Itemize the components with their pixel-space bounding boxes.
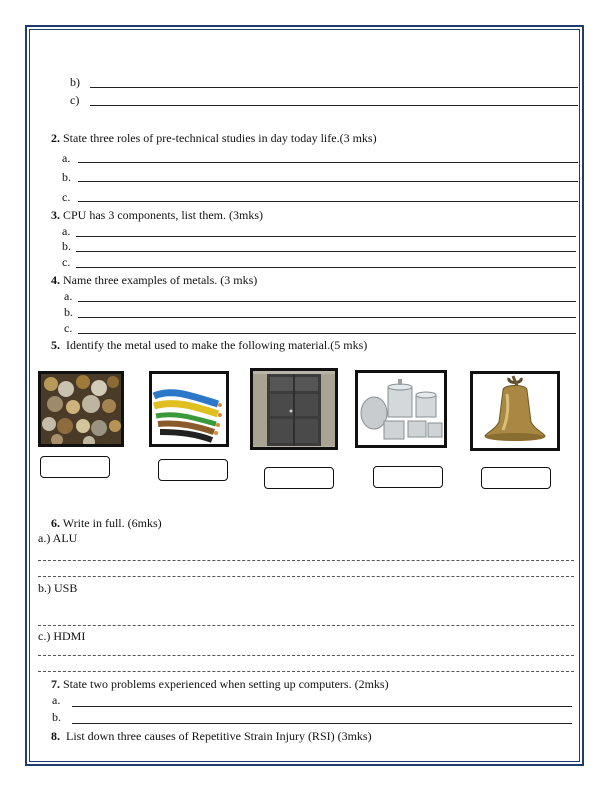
q7-text: State two problems experienced when setting up computers. (2mks) <box>63 677 389 691</box>
q4-number: 4. <box>51 273 60 287</box>
answer-box-cooking-pots[interactable] <box>373 466 443 488</box>
q8-number: 8. <box>51 729 60 743</box>
q6-item-usb: b.) USB <box>38 581 78 595</box>
bell-drawing <box>473 374 557 448</box>
q2-question <box>51 131 377 145</box>
q6-item-alu: a.) ALU <box>38 531 78 545</box>
answer-box-metal-door[interactable] <box>264 467 334 489</box>
q1-label-c: c) <box>70 93 80 107</box>
q4-answer-line-b[interactable] <box>78 317 576 318</box>
q3-answer-line-a[interactable] <box>76 236 576 237</box>
q1-answer-line-c[interactable] <box>90 105 578 106</box>
q3-label-b: b. <box>62 239 71 253</box>
q3-text: CPU has 3 components, list them. (3mks) <box>63 208 263 222</box>
q4-answer-line-a[interactable] <box>78 301 576 302</box>
q2-number: 2. <box>51 131 60 145</box>
q7-label-a: a. <box>52 693 61 707</box>
answer-box-bell[interactable] <box>481 467 551 489</box>
q6-answer-line-alu-2[interactable] <box>38 576 574 577</box>
q6-question <box>51 516 162 530</box>
q4-question <box>51 273 257 287</box>
q6-answer-line-alu-1[interactable] <box>38 560 574 561</box>
q3-answer-line-b[interactable] <box>76 251 576 252</box>
cables-drawing <box>152 374 226 444</box>
q2-label-a: a. <box>62 151 71 165</box>
q2-answer-line-c[interactable] <box>78 201 578 202</box>
q5-text: Identify the metal used to make the following material.(5 mks) <box>66 338 368 352</box>
q1-label-b: b) <box>70 75 80 89</box>
q2-label-c: c. <box>62 190 71 204</box>
q6-answer-line-hdmi-2[interactable] <box>38 671 574 672</box>
q4-text: Name three examples of metals. (3 mks) <box>63 273 258 287</box>
q3-label-c: c. <box>62 255 71 269</box>
metal-door-drawing <box>253 371 335 447</box>
q6-number: 6. <box>51 516 60 530</box>
q7-label-b: b. <box>52 710 61 724</box>
q8-question <box>51 729 372 743</box>
cooking-pots-image <box>355 370 447 448</box>
q3-question <box>51 208 263 222</box>
q6-text: Write in full. (6mks) <box>62 516 162 530</box>
q7-answer-line-b[interactable] <box>72 723 572 724</box>
q2-text: State three roles of pre-technical studies in day today life.(3 mks) <box>63 131 377 145</box>
q6-item-hdmi: c.) HDMI <box>38 629 86 643</box>
q3-label-a: a. <box>62 224 71 238</box>
q1-answer-line-b[interactable] <box>90 87 578 88</box>
q2-answer-line-a[interactable] <box>78 162 578 163</box>
q5-question <box>51 338 367 352</box>
answer-box-cables[interactable] <box>158 459 228 481</box>
coins-image <box>38 371 124 447</box>
q4-label-b: b. <box>64 305 73 319</box>
coins-drawing <box>41 374 121 444</box>
metal-door-image <box>250 368 338 450</box>
q6-answer-line-hdmi-1[interactable] <box>38 655 574 656</box>
q5-number: 5. <box>51 338 60 352</box>
q4-answer-line-c[interactable] <box>78 333 576 334</box>
q4-label-a: a. <box>64 289 73 303</box>
q7-question <box>51 677 389 691</box>
q7-number: 7. <box>51 677 60 691</box>
cooking-pots-drawing <box>358 373 444 445</box>
q3-answer-line-c[interactable] <box>76 267 576 268</box>
q4-label-c: c. <box>64 321 73 335</box>
q8-text: List down three causes of Repetitive Strain Injury (RSI) (3mks) <box>66 729 372 743</box>
cables-image <box>149 371 229 447</box>
q2-answer-line-b[interactable] <box>78 181 578 182</box>
bell-image <box>470 371 560 451</box>
q2-label-b: b. <box>62 170 71 184</box>
q6-answer-line-usb[interactable] <box>38 625 574 626</box>
answer-box-coins[interactable] <box>40 456 110 478</box>
q3-number: 3. <box>51 208 60 222</box>
q7-answer-line-a[interactable] <box>72 706 572 707</box>
